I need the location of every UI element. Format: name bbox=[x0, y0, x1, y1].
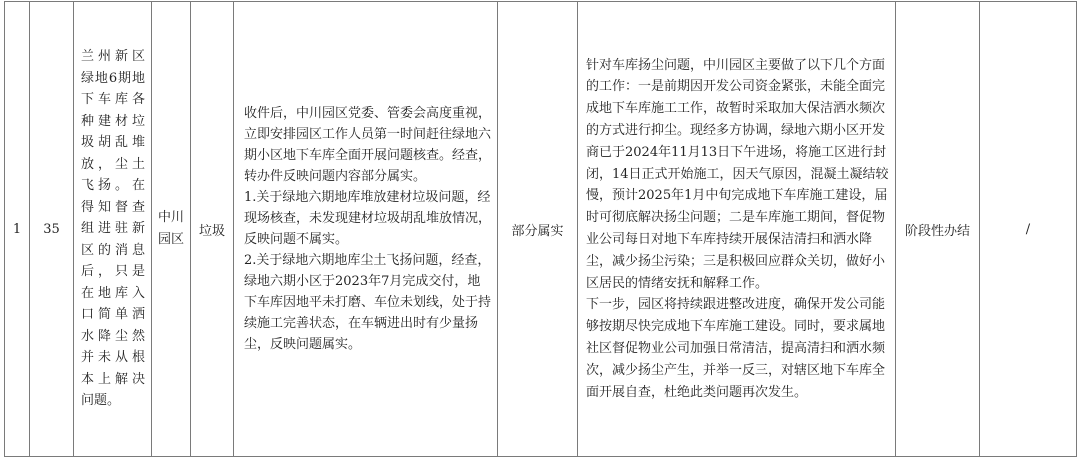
status-text: 阶段性办结 bbox=[904, 223, 970, 239]
case-table bbox=[4, 1, 1077, 457]
rectification-cell bbox=[578, 2, 896, 457]
status-cell bbox=[896, 2, 980, 457]
investigation-text: 收件后，中川园区党委、管委会高度重视，立即安排园区工作人员第一时间赶往绿地六期小区地下车库全面开展问题核查。经查，转办件反映问题内容部分属实。 1.关于绿地六期地库堆放建材垃圾问题，经现场核查，未发现建材垃圾胡乱堆放情况，反映问题不属实。 2.关于绿地六期地库尘土飞扬问题，经查，绿地六期小区于2023年7月完成交付，地下车库因地平未打磨、车位未划线，处于持续施工完善状态，在车辆进出时有少量扬尘，反映问题属实。 bbox=[244, 106, 492, 352]
remark-text: / bbox=[1025, 221, 1031, 237]
verdict-cell bbox=[498, 2, 578, 457]
rectification-text: 针对车库扬尘问题，中川园区主要做了以下几个方面的工作：一是前期因开发公司资金紧张，未能全面完成地下车库施工工作，故暂时采取加大保洁洒水频次的方式进行抑尘。现经多方协调，绿地六期小区开发商已于2024年11月13日下午进场，将施工区进行封闭，14日正式开始施工，因天气原因，混凝土凝结较慢，预计2025年1月中旬完成地下车库施工建设，届时可彻底解决扬尘问题；二是车库施工期间，督促物业公司每日对地下车库持续开展保洁清扫和洒水降尘，减少扬尘污染；三是积极回应群众关切，做好小区居民的情绪安抚和解释工作。 下一步，园区将持续跟进整改进度，确保开发公司能够按期尽快完成地下车库施工建设。同时，要求属地社区督促物业公司加强日常清洁，提高清扫和洒水频次，减少扬尘产生，并举一反三，对辖区地下车库全面开展自查，杜绝此类问题再次发生。 bbox=[586, 57, 889, 400]
verdict-text: 部分属实 bbox=[511, 223, 564, 239]
complaint-cell bbox=[74, 2, 152, 457]
table-row bbox=[5, 2, 1077, 457]
case-number: 35 bbox=[43, 221, 60, 237]
case-number-cell bbox=[30, 2, 74, 457]
category-cell bbox=[191, 2, 234, 457]
complaint-text: 兰州新区绿地6期地下车库各种建材垃圾胡乱堆放，尘土飞扬。在得知督查组进驻新区的消息后，只是在地库入口简单洒水降尘然并未从根本上解决问题。 bbox=[81, 49, 145, 409]
district-text: 中川 园区 bbox=[157, 210, 184, 247]
investigation-cell bbox=[234, 2, 498, 457]
seq-number: 1 bbox=[12, 221, 22, 237]
seq-cell bbox=[5, 2, 30, 457]
remark-cell bbox=[980, 2, 1077, 457]
category-text: 垃圾 bbox=[198, 223, 225, 239]
district-cell bbox=[152, 2, 191, 457]
